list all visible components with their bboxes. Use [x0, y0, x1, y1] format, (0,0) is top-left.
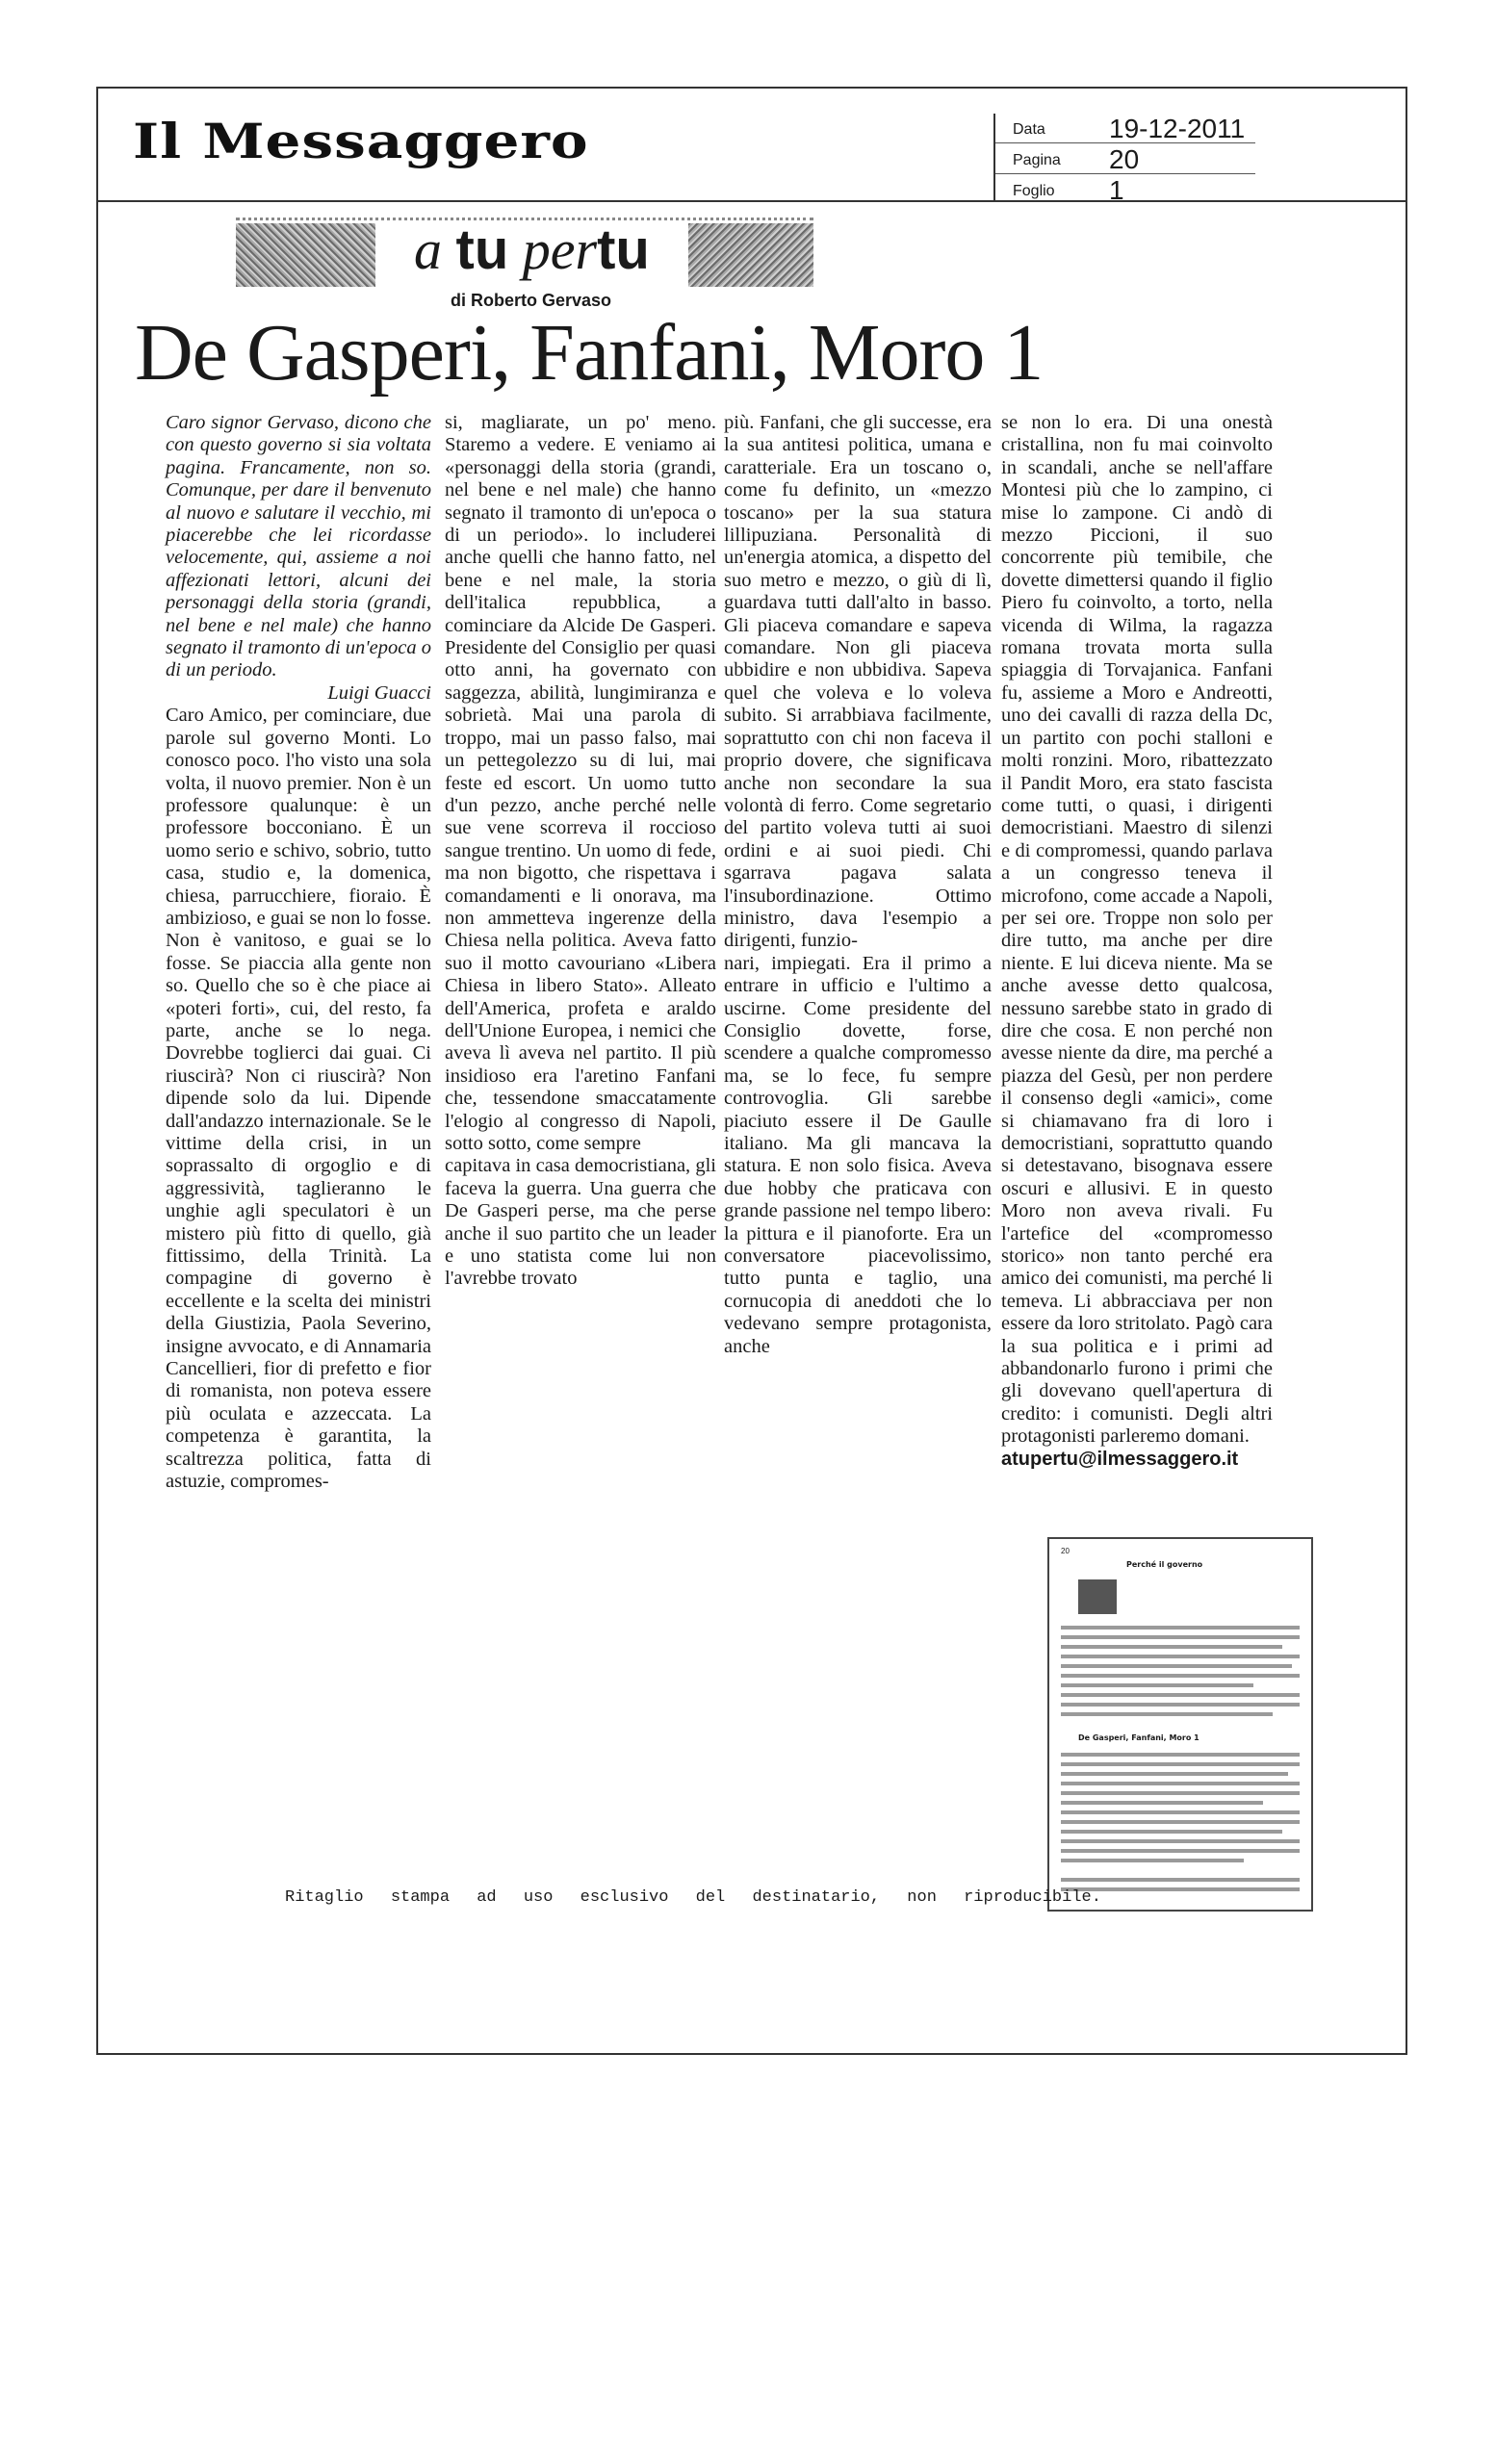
- thumbnail-text-line: [1061, 1753, 1300, 1757]
- article-paragraph: più. Fanfani, che gli successe, era la sua antitesi politica, umana e caratteriale. Era un toscano o, come fu definito, un «mezzo toscano» per la sua statura lillipuziana. Personalità di un'energia atomica, a dispetto del suo metro e mezzo, o giù di lì, guardava tutti dall'alto in basso. Gli piaceva comandare e sapeva comandare. Non gli piaceva ubbidire e non ubbidiva. Sapeva quel che voleva e lo voleva subito. Si arrabbiava facilmente, soprattutto con chi non faceva il proprio dovere, che significava anche non secondare la sua volontà di ferro. Come segretario del partito voleva tutti ai suoi ordini e ai suoi piedi. Chi sgarrava pagava salata l'insubordinazione. Ottimo ministro, dava l'esempio a dirigenti, funzio-: [724, 412, 992, 952]
- meta-value: 20: [1109, 144, 1140, 174]
- clipping-metadata: [993, 114, 1255, 205]
- article-column-3: [724, 412, 992, 1358]
- thumbnail-text-line: [1061, 1849, 1300, 1853]
- thumbnail-text-line: [1061, 1674, 1300, 1678]
- article-column-4: [1001, 412, 1273, 1471]
- thumbnail-text-line: [1061, 1859, 1244, 1862]
- meta-label: Foglio: [1013, 183, 1055, 199]
- meta-divider: [995, 173, 1255, 174]
- rubric-word-bold: tu: [597, 218, 650, 281]
- thumbnail-text-line: [1061, 1839, 1300, 1843]
- thumbnail-text-line: [1061, 1772, 1288, 1776]
- thumbnail-headline: Perché il governo: [1126, 1560, 1203, 1569]
- article-paragraph: se non lo era. Di una onestà cristallina, non fu mai coinvolto in scandali, anche se nell'affare Montesi più che lo zampino, ci mise lo zampone. Ci andò di mezzo Piccioni, il suo concorrente più temibile, che dovette dimettersi quando il figlio Piero fu coinvolto, a torto, nella vicenda di Wilma, la ragazza romana trovata morta sulla spiaggia di Torvajanica. Fanfani fu, assieme a Moro e Andreotti, uno dei cavalli di razza della Dc, un partito con pochi stalloni e molti ronzini. Moro, ribattezzato il Pandit Moro, era stato fascista come tutti, o quasi, i dirigenti democristiani. Maestro di silenzi e di compromessi, quando parlava a un congresso teneva il microfono, come accade a Napoli, per sei ore. Troppe non solo per dire tutto, ma anche per dire niente. E lui diceva niente. Ma se anche avesse detto qualcosa, nessuno sarebbe stato in grado di dire che cosa. E non perché non avesse niente da dire, ma perché a piazza del Gesù, per non perdere il consenso degli «amici», come si chiamavano fra di loro i democristiani, soprattutto quando si detestavano, bisognava essere oscuri e allusivi. E in questo Moro non aveva rivali. Fu l'artefice del «compromesso storico» non tanto perché era amico dei comunisti, ma perché li temeva. Li abbracciava per non essere da loro stritolato. Pagò cara la sua politica e i primi ad abbandonarlo furono i primi che gli dovevano quell'apertura di credito: i comunisti. Degli altri protagonisti parleremo domani.: [1001, 412, 1273, 1448]
- rubric-texture-right: [688, 223, 813, 287]
- clipping-disclaimer: Ritaglio stampa ad uso esclusivo del destinatario, non riproducibile.: [285, 1888, 1101, 1907]
- rubric-word-bold: tu: [455, 218, 509, 281]
- thumbnail-text-line: [1061, 1782, 1300, 1785]
- thumbnail-text-line: [1061, 1810, 1300, 1814]
- article-paragraph: Caro Amico, per cominciare, due parole sul governo Monti. Lo conosco poco. l'ho visto una sola volta, il nuovo premier. Non è un professore qualunque: è un professore bocconiano. È un uomo serio e schivo, sobrio, tutto casa, studio e, la domenica, chiesa, parrucchiere, fioraio. È ambizioso, e guai se non lo fosse. Non è vanitoso, e guai se lo fosse. Se piaccia alla gente non so. Quello che so è che piace ai «poteri forti», cui, del resto, fa parte, anche se lo nega. Dovrebbe toglierci dai guai. Ci riuscirà? Non ci riuscirà? Non dipende solo da lui. Dipende dall'andazzo internazionale. Se le vittime della crisi, in un soprassalto di orgoglio e di aggressività, taglieranno le unghie agli speculatori è un mistero più fitto di quello, già fittissimo, della Trinità. La compagine di governo è eccellente e la scelta dei ministri della Giustizia, Paola Severino, insigne avvocato, e di Annamaria Cancellieri, fior di prefetto e fior di romanista, non poteva essere più oculata e azzeccata. La competenza è garantita, la scaltrezza politica, fatta di astuzie, compromes-: [166, 705, 431, 1493]
- thumbnail-text-line: [1061, 1820, 1300, 1824]
- thumbnail-headline: De Gasperi, Fanfani, Moro 1: [1078, 1733, 1199, 1742]
- thumbnail-text-line: [1061, 1791, 1300, 1795]
- thumbnail-text-line: [1061, 1645, 1282, 1649]
- rubric-word: a: [414, 218, 442, 281]
- meta-divider: [995, 142, 1255, 143]
- thumbnail-text-line: [1061, 1635, 1300, 1639]
- thumbnail-text-line: [1061, 1626, 1300, 1630]
- thumbnail-text-line: [1061, 1712, 1273, 1716]
- article-paragraph: capitava in casa democristiana, gli faceva la guerra. Una guerra che De Gasperi perse, ma che perse anche il suo partito che un leader e uno statista come lui non l'avrebbe trovato: [445, 1155, 716, 1290]
- thumbnail-page-number: 20: [1061, 1547, 1070, 1555]
- byline: di Roberto Gervaso: [451, 291, 612, 310]
- thumbnail-text-line: [1061, 1762, 1300, 1766]
- meta-value: 19-12-2011: [1109, 114, 1246, 143]
- thumbnail-text-line: [1061, 1693, 1300, 1697]
- thumbnail-text-line: [1061, 1801, 1263, 1805]
- thumbnail-text-line: [1061, 1655, 1300, 1658]
- thumbnail-photo: [1078, 1579, 1117, 1614]
- reader-letter: Caro signor Gervaso, dicono che con questo governo si sia voltata pagina. Francamente, non so. Comunque, per dare il benvenuto al nuovo e salutare il vecchio, mi piacerebbe che lei ricordasse velocemente, qui, assieme a noi affezionati lettori, alcuni dei personaggi della storia (grandi, nel bene e nel male) che hanno segnato il tramonto di un'epoca o di un periodo.: [166, 412, 431, 681]
- thumbnail-text-line: [1061, 1878, 1300, 1882]
- article-paragraph: nari, impiegati. Era il primo a entrare in ufficio e l'ultimo a uscirne. Come presidente del Consiglio dovette, forse, scendere a qualche compromesso ma, se lo fece, fu sempre controvoglia. Gli sarebbe piaciuto essere il De Gaulle italiano. Ma gli mancava la statura. E non solo fisica. Aveva due hobby che praticava con grande passione nel tempo libero: la pittura e il pianoforte. Era un conversatore piacevolissimo, tutto punta e taglio, una cornucopia di aneddoti che lo vedevano sempre protagonista, anche: [724, 952, 992, 1357]
- author-email: atupertu@ilmessaggero.it: [1001, 1448, 1239, 1470]
- rubric-texture-left: [236, 223, 375, 287]
- letter-signer: Luigi Guacci: [327, 681, 431, 704]
- article-paragraph: si, magliarate, un po' meno. Staremo a vedere. E veniamo ai «personaggi della storia (grandi, nel bene e nel male) che hanno segnato il tramonto di un'epoca o di un periodo». lo includerei anche quelli che hanno fatto, nel bene e nel male, la storia dell'italica repubblica, a cominciare da Alcide De Gasperi. Presidente del Consiglio per quasi otto anni, ha governato con saggezza, abilità, lungimiranza e sobrietà. Mai una parola di troppo, mai un passo falso, mai un pettegolezzo su di lui, mai feste ed escort. Un uomo tutto d'un pezzo, anche perché nelle sue vene scorreva il roccioso sangue trentino. Un uomo di fede, ma non bigotto, che rispettava i comandamenti e li onorava, ma non ammetteva ingerenze della Chiesa nella politica. Aveva fatto suo il motto cavouriano «Libera Chiesa in libero Stato». Alleato dell'America, profeta e araldo dell'Unione Europea, i nemici che aveva lì aveva nel partito. Il più insidioso era l'aretino Fanfani che, tessendone smaccatamente l'elogio al congresso di Napoli, sotto sotto, come sempre: [445, 412, 716, 1154]
- page-thumbnail: [1047, 1537, 1313, 1912]
- meta-label: Pagina: [1013, 152, 1061, 168]
- rubric-word: per: [522, 218, 598, 281]
- thumbnail-text-line: [1061, 1830, 1282, 1834]
- article-headline: De Gasperi, Fanfani, Moro 1: [135, 308, 1044, 398]
- masthead-logo: Il Messaggero: [133, 114, 589, 169]
- article-column-2: [445, 412, 716, 1291]
- meta-label: Data: [1013, 121, 1045, 138]
- article-column-1: [166, 412, 431, 1494]
- thumbnail-text-line: [1061, 1703, 1300, 1707]
- column-rubric: [236, 212, 813, 298]
- thumbnail-text-line: [1061, 1683, 1253, 1687]
- meta-value: 1: [1109, 175, 1124, 205]
- thumbnail-text-line: [1061, 1664, 1292, 1668]
- rubric-title: [414, 218, 650, 282]
